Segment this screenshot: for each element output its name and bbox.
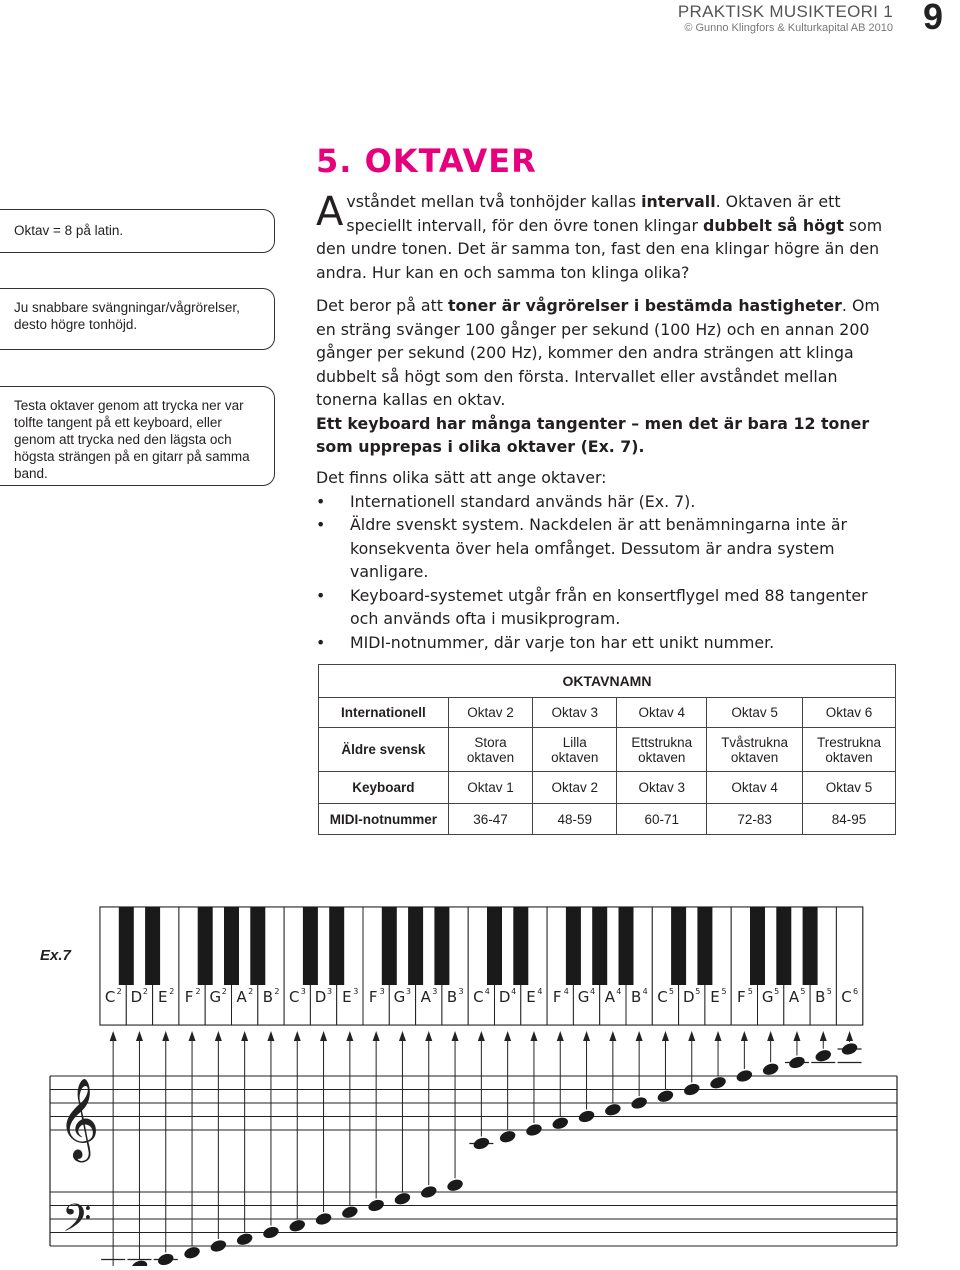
black-key[interactable] [487,907,502,985]
table-cell: 84-95 [802,804,895,835]
octave-superscript: 5 [721,987,727,996]
octave-systems-list [316,490,896,655]
pointer-arrowhead [373,1031,380,1041]
note-label: C [289,988,300,1006]
black-key[interactable] [198,907,213,985]
table-cell: Oktav 1 [448,772,532,804]
text-run: . Oktaven är ett speciellt intervall, för den övre tonen klingar [346,192,841,235]
octave-superscript: 5 [774,987,780,996]
table-cell: Oktav 5 [707,698,803,728]
keyboard-staff-figure [0,905,960,1266]
note-label: C [657,988,668,1006]
octave-superscript: 5 [747,987,753,996]
table-cell: 36-47 [448,804,532,835]
bold-run: intervall [641,192,716,211]
text-run: vståndet mellan två tonhöjder kallas [346,192,642,211]
note-head [525,1122,544,1137]
note-head [630,1095,649,1110]
pointer-arrowhead [267,1031,274,1041]
note-head [393,1191,412,1206]
note-head [604,1102,623,1117]
section-title: 5. OKTAVER [316,142,537,180]
note-label: B [631,988,642,1006]
black-key[interactable] [329,907,344,985]
octave-superscript: 2 [195,987,201,996]
octave-superscript: 4 [642,987,648,996]
pointer-arrowhead [215,1031,222,1041]
black-key[interactable] [592,907,607,985]
note-head [419,1184,438,1199]
black-key[interactable] [803,907,818,985]
note-label: G [209,988,222,1006]
keyboard-statement: Ett keyboard har många tangenter – men det är bara 12 toner som upprepas i olika oktaver (Ex. 7). [316,413,870,456]
table-cell: 48-59 [533,804,617,835]
note-label: A [604,988,615,1006]
row-label: Äldre svensk [319,728,449,772]
bold-run: dubbelt så högt [703,215,844,235]
list-item: • Äldre svenskt system. Nackdelen är att benämningarna inte är konsekventa över hela omfånget. Dessutom är andra system vanligare. [316,513,896,584]
black-key[interactable] [566,907,581,985]
list-item: • MIDI-notnummer, där varje ton har ett unikt nummer. [316,631,896,655]
note-head [446,1178,465,1193]
table-cell: Oktav 3 [617,772,707,804]
note-label: E [158,988,168,1006]
table-cell: Ettstrukna oktaven [617,728,707,772]
black-key[interactable] [224,907,239,985]
pointer-arrowhead [530,1031,537,1041]
black-key[interactable] [697,907,712,985]
pointer-arrowhead [609,1031,616,1041]
black-key[interactable] [434,907,449,985]
table-cell: Trestrukna oktaven [802,728,895,772]
row-label: Keyboard [319,772,449,804]
note-head [472,1136,491,1151]
black-key[interactable] [145,907,160,985]
pointer-arrowhead [846,1031,853,1041]
note-label: F [552,988,562,1006]
note-head [761,1062,780,1077]
pointer-arrowhead [346,1031,353,1041]
list-intro: Det finns olika sätt att ange oktaver: [316,468,607,487]
table-row [319,772,896,804]
note-label: A [236,988,247,1006]
pointer-arrowhead [399,1031,406,1041]
octave-superscript: 3 [327,987,333,996]
black-key[interactable] [408,907,423,985]
pointer-arrowhead [452,1031,459,1041]
note-label: E [342,988,352,1006]
note-label: F [184,988,194,1006]
pointer-arrowhead [793,1031,800,1041]
pointer-arrowhead [741,1031,748,1041]
note-label: D [314,988,327,1006]
note-label: D [682,988,695,1006]
sidebar-note-2 [0,288,275,350]
note-label: D [498,988,511,1006]
note-label: B [815,988,826,1006]
note-head [840,1041,859,1056]
note-head [577,1109,596,1124]
pointer-arrowhead [478,1031,485,1041]
note-head [288,1218,307,1233]
row-label: MIDI-notnummer [319,804,449,835]
note-label: E [526,988,536,1006]
note-label: E [710,988,720,1006]
table-cell: Tvåstrukna oktaven [707,728,803,772]
note-head [788,1055,807,1070]
note-label: C [473,988,484,1006]
note-label: A [420,988,431,1006]
note-head [209,1238,228,1253]
sidebar-note-text: Oktav = 8 på latin. [14,223,124,238]
pointer-arrowhead [162,1031,169,1041]
octave-superscript: 2 [169,987,175,996]
pointer-arrowhead [715,1031,722,1041]
pointer-arrowhead [110,1031,117,1041]
black-key[interactable] [619,907,634,985]
table-row [319,728,896,772]
note-label: B [446,988,458,1006]
note-head [551,1116,570,1131]
octave-superscript: 3 [379,987,385,996]
pointer-arrowhead [583,1031,590,1041]
pointer-arrowhead [688,1031,695,1041]
table-cell: Oktav 4 [617,698,707,728]
pointer-arrowhead [767,1031,774,1041]
note-head [314,1211,333,1226]
note-label: B [262,988,274,1006]
black-key[interactable] [382,907,397,985]
pointer-arrowhead [320,1031,327,1041]
octave-superscript: 3 [432,987,438,996]
octave-superscript: 3 [353,987,359,996]
text-run: Det beror på att [316,296,448,315]
note-label: C [841,988,852,1006]
list-item: • Internationell standard används här (Ex. 7). [316,490,896,514]
octave-superscript: 5 [668,987,674,996]
pointer-arrowhead [294,1031,301,1041]
text-run: . Om en sträng svänger 100 gånger per sekund (100 Hz) och en annan 200 gånger per sekund (200 Hz), kommer den andra strängen att klinga dubbelt så högt som den första. Intervallet eller avståndet mellan tonerna kallas en oktav. [316,296,880,409]
treble-clef: 𝄞 [58,1077,100,1159]
drop-cap: A [316,189,344,235]
note-label: A [788,988,800,1006]
note-label: G [761,988,774,1006]
example-label: Ex.7 [40,947,71,964]
black-key[interactable] [513,907,528,985]
table-title: OKTAVNAMN [319,665,896,698]
table-cell: Oktav 2 [448,698,532,728]
octave-superscript: 2 [116,987,122,996]
octave-names-table [318,664,896,835]
black-key[interactable] [776,907,791,985]
table-cell: 60-71 [617,804,707,835]
note-head [235,1232,254,1247]
pointer-arrowhead [189,1031,196,1041]
book-title: PRAKTISK MUSIKTEORI 1 [677,2,893,21]
pointer-arrowhead [136,1031,143,1041]
black-key[interactable] [750,907,765,985]
note-head [341,1205,360,1220]
octave-superscript: 2 [274,987,280,996]
octave-superscript: 5 [695,987,701,996]
octave-superscript: 3 [300,987,306,996]
paragraph-2 [316,294,896,459]
table-cell: Oktav 3 [533,698,617,728]
octave-superscript: 5 [800,987,806,996]
octave-superscript: 5 [826,987,832,996]
octave-superscript: 6 [853,987,859,996]
octave-superscript: 4 [537,987,543,996]
table-row [319,804,896,835]
copyright-line: © Gunno Klingfors & Kulturkapital AB 2010 [684,22,893,34]
list-item: • Keyboard-systemet utgår från en konsertflygel med 88 tangenter och används ofta i musikprogram. [316,584,896,631]
black-key[interactable] [671,907,686,985]
black-key[interactable] [250,907,265,985]
sidebar-note-3 [0,386,275,486]
note-head [367,1198,386,1213]
octave-superscript: 2 [142,987,148,996]
table-cell: 72-83 [707,804,803,835]
note-label: F [368,988,378,1006]
note-label: F [737,988,746,1006]
pointer-arrowhead [241,1031,248,1041]
octave-superscript: 4 [590,987,596,996]
sidebar-note-1 [0,209,275,253]
note-head [682,1082,701,1097]
pointer-arrowhead [636,1031,643,1041]
note-label: G [393,988,406,1006]
note-head [814,1048,833,1063]
table-cell: Oktav 4 [707,772,803,804]
example-7 [0,905,960,1266]
text-run: som den undre tonen. Det är samma ton, fast den ena klingar högre än den andra. Hur kan en och samma ton klinga olika? [316,215,883,282]
note-head [656,1089,675,1104]
note-head [735,1068,754,1083]
table-cell: Lilla oktaven [533,728,617,772]
table-cell: Oktav 2 [533,772,617,804]
note-head [709,1075,728,1090]
white-key[interactable] [836,907,862,1025]
paragraph-1 [316,190,896,284]
table-cell: Oktav 5 [802,772,895,804]
note-label: C [104,988,116,1006]
note-head [262,1225,281,1240]
sidebar-note-text: Ju snabbare svängningar/vågrörelser, desto högre tonhöjd. [14,300,240,332]
bold-run: toner är vågrörelser i bestämda hastigheter [448,296,842,315]
table-cell: Stora oktaven [448,728,532,772]
table-row [319,698,896,728]
black-key[interactable] [303,907,318,985]
pointer-arrowhead [425,1031,432,1041]
note-label: D [130,988,143,1006]
octave-superscript: 3 [405,987,411,996]
octave-superscript: 4 [563,987,569,996]
octave-superscript: 2 [221,987,227,996]
pointer-arrowhead [557,1031,564,1041]
black-key[interactable] [119,907,134,985]
page-number: 9 [923,0,944,37]
pointer-arrowhead [662,1031,669,1041]
pointer-arrowhead [504,1031,511,1041]
octave-superscript: 3 [458,987,464,996]
note-label: G [577,988,590,1006]
row-label: Internationell [319,698,449,728]
octave-superscript: 4 [616,987,622,996]
octave-superscript: 4 [511,987,517,996]
sidebar-note-text: Testa oktaver genom att trycka ner var tolfte tangent på ett keyboard, eller genom att trycka ned den lägsta och högsta strängen på en gitarr på samma band. [14,398,250,481]
bass-clef: 𝄢 [62,1195,92,1250]
note-head [156,1252,175,1266]
octave-superscript: 2 [248,987,254,996]
table-cell: Oktav 6 [802,698,895,728]
octave-systems-intro [316,466,896,654]
octave-superscript: 4 [484,987,490,996]
note-head [183,1245,202,1260]
pointer-arrowhead [820,1031,827,1041]
note-head [498,1129,517,1144]
